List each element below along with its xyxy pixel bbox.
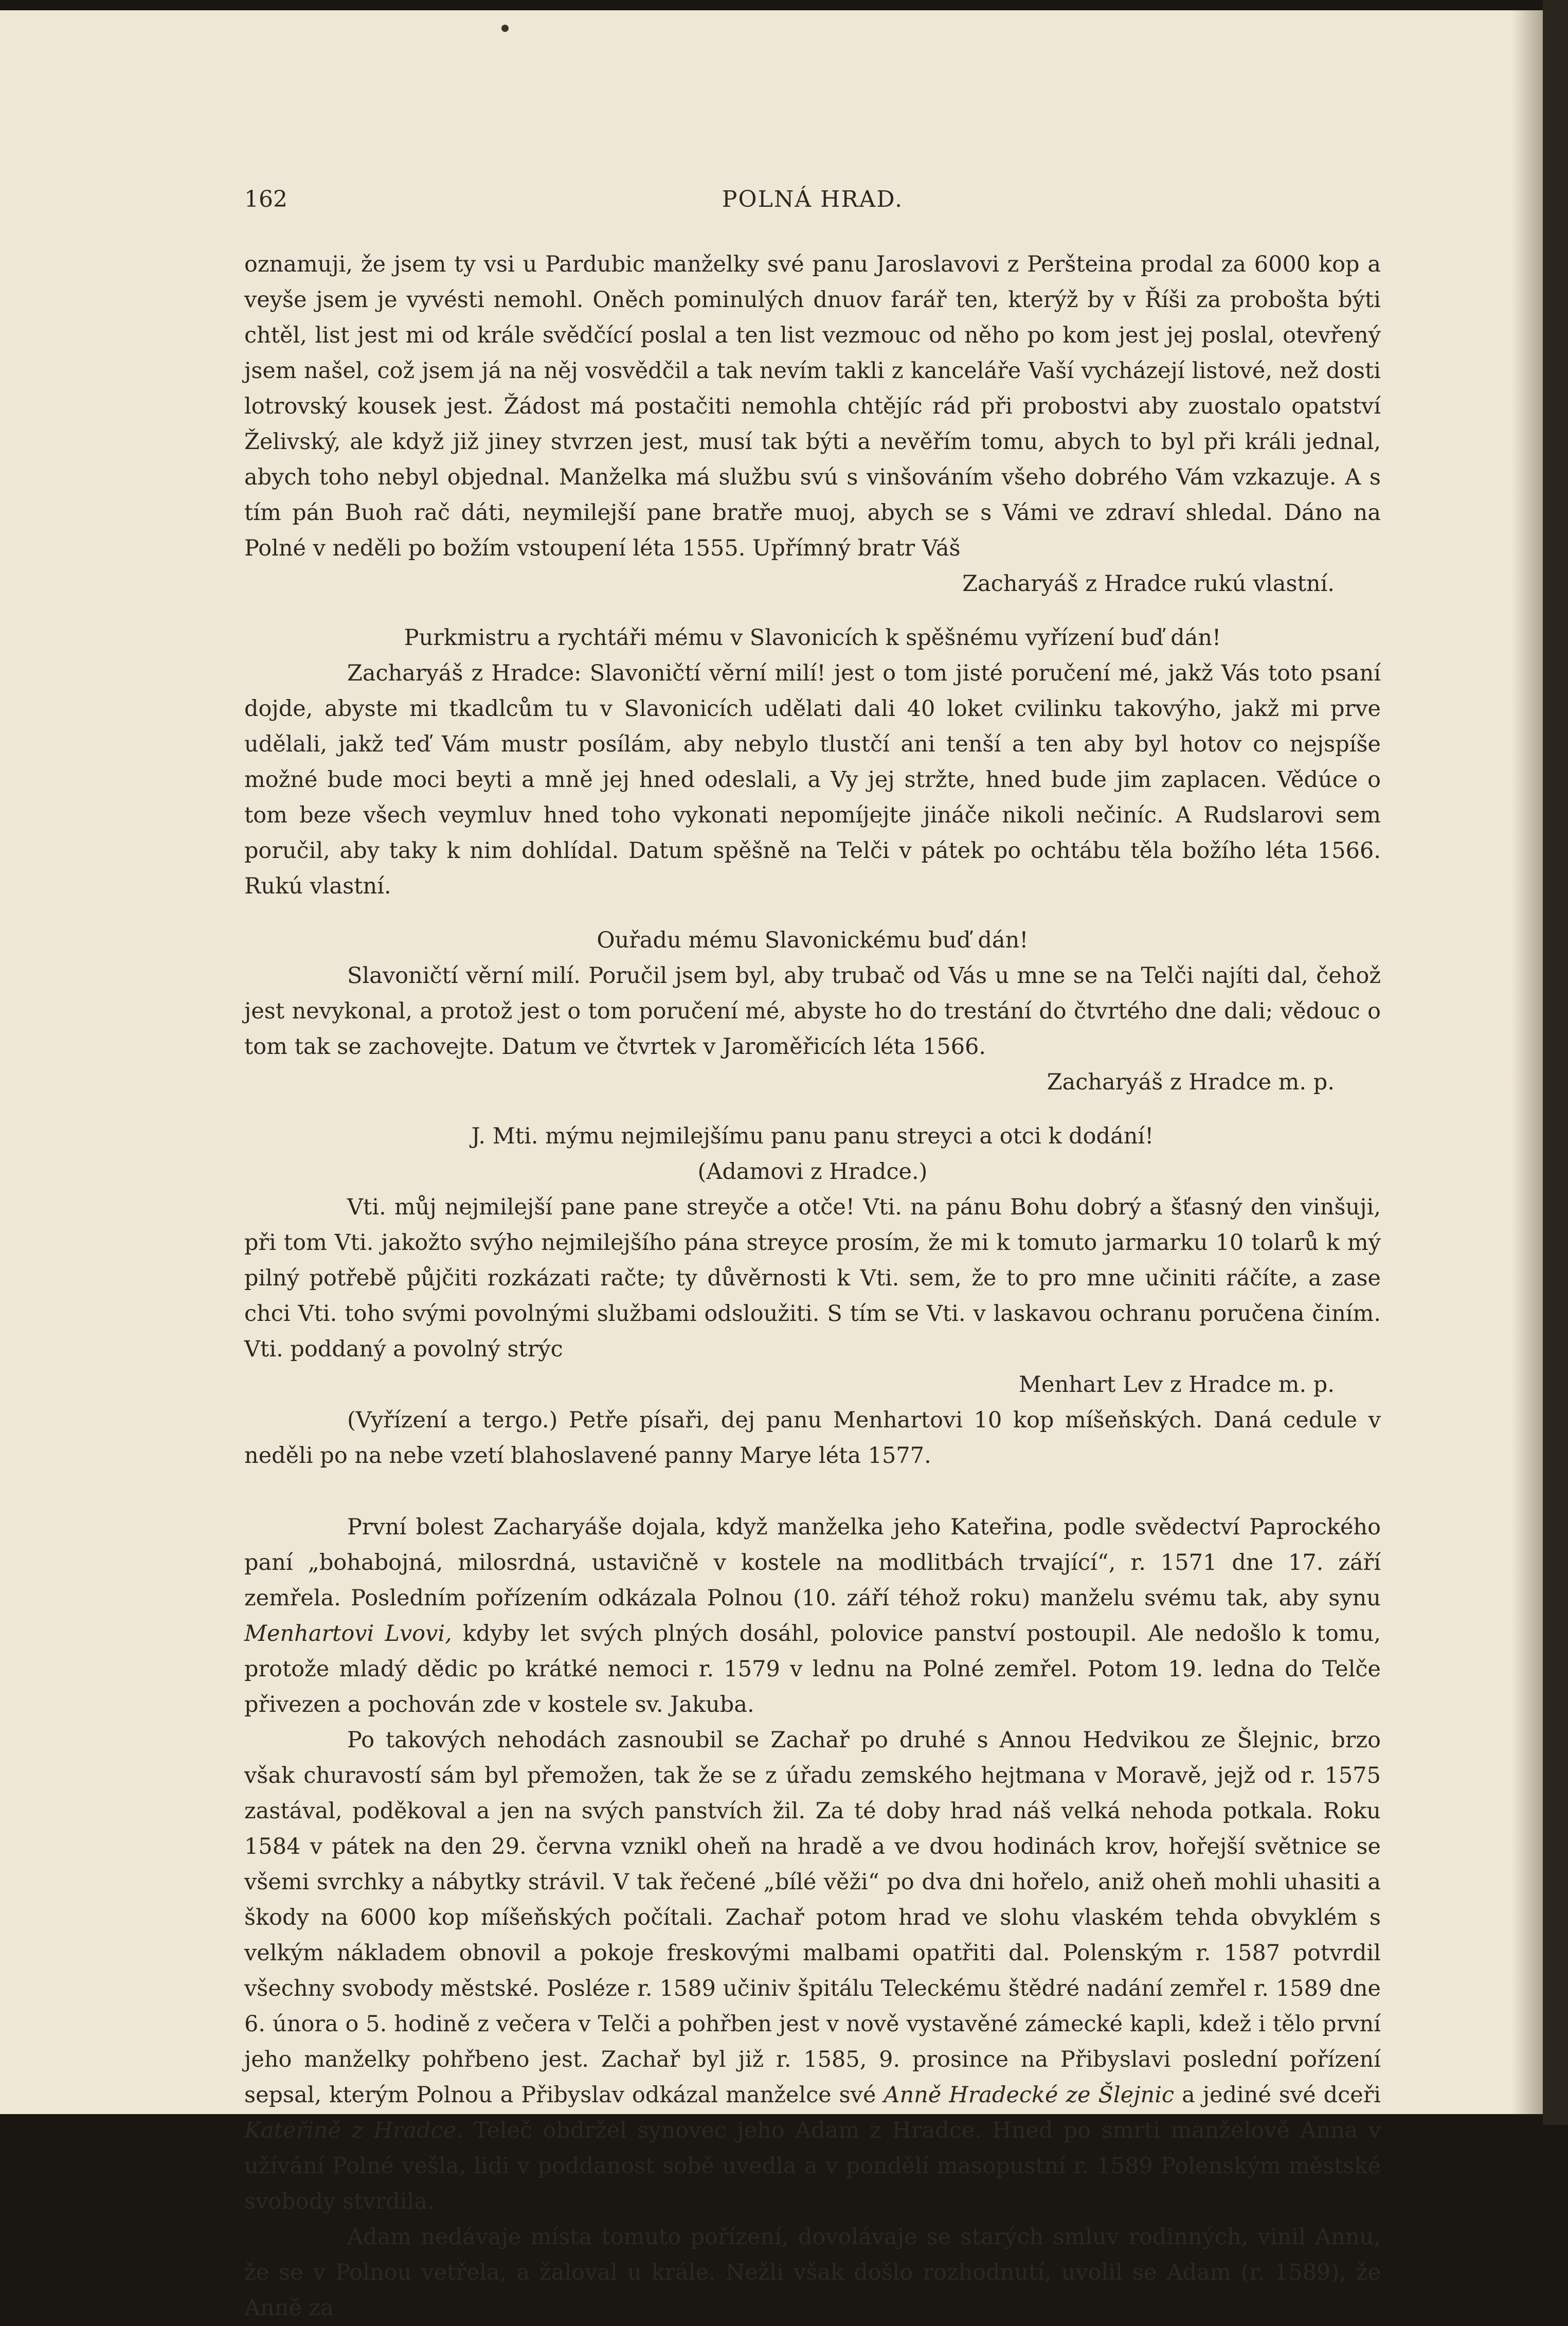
- page-edge: [1543, 0, 1568, 2125]
- letter-3-text: Slavoničtí věrní milí. Poručil jsem byl, aby trubač od Vás u mne se na Telči najíti dal, čehož jest nevykonal, a protož jest o tom poručení mé, abyste ho do trestání do čtvrtého dne dali; vědouc o tom tak se zachovejte. Datum ve čtvrtek v Jaroměřicích léta 1566.: [244, 963, 1381, 1060]
- narrative-text: a jediné své dceři: [1182, 2082, 1381, 2108]
- edge-mark: [1547, 1739, 1550, 1769]
- letter-1-text: oznamuji, že jsem ty vsi u Pardubic manželky své panu Jaroslavovi z Peršteina prodal za 6000 kop a veyše jsem je vyvésti nemohl. Oněch pominulých dnuov farář ten, kterýž by v Říši za probošta býti chtěl, list jest mi od krále svědčící poslal a ten list vezmouc od něho po kom jest jej poslal, otevřený jsem našel, což jsem já na něj vosvědčil a tak nevím takli z kanceláře Vaší vycházejí listové, než dosti lotrovský kousek jest. Žádost má postačiti nemohla chtějíc rád při probostvi aby zuostalo opatství Želivský, ale když již jiney stvrzen jest, musí tak býti a nevěřím tomu, abych to byl při králi jednal, abych toho nebyl objednal. Manželka má službu svú s vinšováním všeho dobrého Vám vzkazuje. A s tím pán Buoh rač dáti, neymilejší pane bratře muoj, abych se s Vámi ve zdraví shledal. Dáno na Polné v neděli po božím vstoupení léta 1555. Upřímný bratr Váš: [244, 252, 1381, 561]
- letter-4-endorsement: (Vyřízení a tergo.) Petře písaři, dej panu Menhartovi 10 kop míšeňských. Daná cedule v neděli po na nebe vzetí blahoslavené panny Marye léta 1577.: [244, 1407, 1381, 1469]
- narrative-text: kdyby let svých plných dosáhl, polovice panství postoupil. Ale nedošlo k tomu, protože mladý dědic po krátké nemoci r. 1579 v lednu na Polné zemřel. Potom 19. ledna do Telče přivezen a pochován zde v kostele sv. Jakuba.: [244, 1621, 1381, 1717]
- running-title: POLNÁ HRAD.: [722, 186, 904, 212]
- edge-mark: [1547, 1024, 1550, 1060]
- page-body: [244, 247, 1381, 2326]
- letter-2-text: Zacharyáš z Hradce: Slavoničtí věrní milí! jest o tom jisté poručení mé, jakž Vás toto psaní dojde, abyste mi tkadlcům tu v Slavonicích udělati dali 40 loket cvilinku takovýho, jakž mi prve udělali, jakž teď Vám mustr posílám, aby nebylo tlustčí ani tenší a ten aby byl hotov co nejspíše možné bude moci beyti a mně jej hned odeslali, a Vy jej stržte, hned bude jim zaplacen. Vědúce o tom beze všech veymluv hned toho vykonati nepomíjejte jináče nikoli nečiníc. A Rudslarovi sem poručil, aby taky k nim dohlídal. Datum spěšně na Telči v pátek po ochtábu těla božího léta 1566. Rukú vlastní.: [244, 660, 1381, 899]
- narrative-paragraph-1: [244, 1510, 1381, 1723]
- italic-name: Menhartovi Lvovi,: [244, 1621, 452, 1647]
- italic-name: Anně Hradecké ze Šlejnic: [884, 2082, 1175, 2108]
- letter-4-text: Vti. můj nejmilejší pane pane streyče a otče! Vti. na pánu Bohu dobrý a šťasný den vinšuji, při tom Vti. jakožto svýho nejmilejšího pána streyce prosím, že mi k tomuto jarmarku 10 tolarů k mý pilný potřebě půjčiti rozkázati račte; ty důvěrnosti k Vti. sem, že to pro mne učiniti ráčíte, a zase chci Vti. toho svými povolnými službami odsloužiti. S tím se Vti. v laskavou ochranu poručena činím. Vti. poddaný a povolný strýc: [244, 1194, 1381, 1362]
- ink-dot: [501, 25, 509, 32]
- narrative-paragraph-2: [244, 1723, 1381, 2220]
- narrative-text: Po takových nehodách zasnoubil se Zachař po druhé s Annou Hedvikou ze Šlejnic, brzo však churavostí sám byl přemožen, tak že se z úřadu zemského hejtmana v Moravě, jejž od r. 1575 zastával, poděkoval a jen na svých panstvích žil. Za té doby hrad náš velká nehoda potkala. Roku 1584 v pátek na den 29. června vznikl oheň na hradě a ve dvou hodinách krov, hořejší světnice se všemi svrchky a nábytky strávil. V tak řečené „bílé věži“ po dva dni hořelo, aniž oheň mohli uhasiti a škody na 6000 kop míšeňských počítali. Zachař potom hrad ve slohu vlaském tehda obvyklém s velkým nákladem obnovil a pokoje freskovými malbami opatřiti dal. Polenským r. 1587 potvrdil všechny svobody městské. Posléze r. 1589 učiniv špitálu Teleckému štědré nadání zemřel r. 1589 dne 6. února o 5. hodině z večera v Telči a pohřben jest v nově vystavěné zámecké kapli, kdež i tělo první jeho manželky pohřbeno jest. Zachař byl již r. 1585, 9. prosince na Přibyslavi poslední pořízení sepsal, kterým Polnou a Přibyslav odkázal manželce své: [244, 1727, 1381, 2108]
- letter-4-signature: Menhart Lev z Hradce m. p.: [1018, 1372, 1335, 1398]
- edge-mark: [1547, 2068, 1550, 2094]
- narrative-paragraph-3: Adam nedávaje místa tomuto pořízení, dovolávaje se starých smluv rodinných, vinil Annu, že se v Polnou vetřela, a žaloval u krále. Nežli však došlo rozhodnutí, uvolil se Adam (r. 1589), že Anně za: [244, 2224, 1381, 2321]
- running-header: [244, 186, 1381, 217]
- letter-4-address: J. Mti. mýmu nejmilejšímu panu panu streyci a otci k dodání!: [471, 1123, 1154, 1149]
- letter-3-signature: Zacharyáš z Hradce m. p.: [1047, 1069, 1335, 1095]
- letter-3-address: Ouřadu mému Slavonickému buď dán!: [597, 927, 1029, 953]
- letter-4-addressee: (Adamovi z Hradce.): [697, 1159, 928, 1185]
- narrative-text: První bolest Zacharyáše dojala, když manželka jeho Kateřina, podle svědectví Paprockého paní „bohabojná, milosrdná, ustavičně v kostele na modlitbách trvající“, r. 1571 dne 17. září zemřela. Posledním pořízením odkázala Polnou (10. září téhož roku) manželu svému tak, aby synu: [244, 1514, 1381, 1611]
- narrative-text: Teleč obdržel synovec jeho Adam z Hradce. Hned po smrti manželově Anna v užívání Polné vešla, lidi v poddanost sobě uvedla a v pondělí masopustní r. 1589 Polenským městské svobody stvrdila.: [244, 2118, 1381, 2214]
- book-page: [0, 10, 1543, 2321]
- letter-1-signature: Zacharyáš z Hradce rukú vlastní.: [962, 571, 1335, 597]
- letter-2-address: Purkmistru a rychtáři mému v Slavonicích k spěšnému vyřízení buď dán!: [404, 625, 1221, 651]
- page-number: 162: [244, 186, 287, 212]
- italic-name: Kateřině z Hradce.: [244, 2118, 463, 2143]
